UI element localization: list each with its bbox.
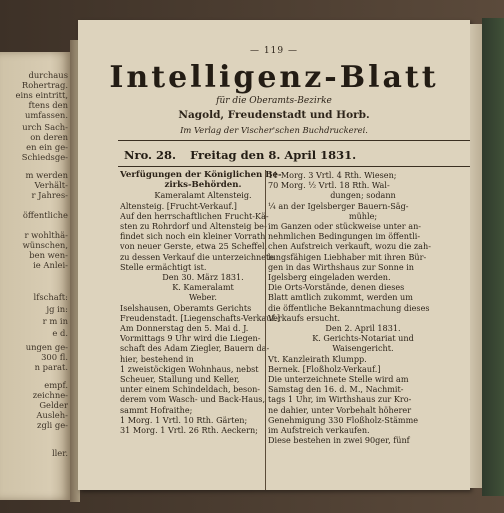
left-column-line: Scheuer, Stallung und Keller, (120, 374, 240, 385)
left-page-line: Ausleh- (36, 410, 68, 420)
left-column-line: Auf den herrschaftlichen Frucht-Kä- (120, 210, 269, 221)
right-column-line: dungen; sodann (330, 190, 396, 201)
right-column-line: Bernek. [Floßholz-Verkauf.] (268, 363, 381, 374)
right-column-line: tags 1 Uhr, im Wirthshaus zur Kro- (268, 394, 412, 405)
left-page-line: n parat. (34, 362, 68, 372)
left-page-line: empf. (44, 380, 68, 390)
left-page-line: durchaus (28, 70, 68, 80)
page-number: — 119 — (250, 46, 298, 56)
left-page-line: r wohlthä- (24, 230, 68, 240)
left-page-line: 300 fl. (41, 352, 68, 362)
issue-line (124, 148, 454, 162)
left-column-line: unter einem Schindeldach, beson- (120, 384, 261, 395)
left-column-line: K. Kameralamt (172, 282, 234, 293)
right-column-line: mühle; (348, 210, 378, 221)
left-column-line: Stelle ermächtigt ist. (120, 261, 207, 272)
issue-date: Freitag den 8. April 1831. (190, 148, 357, 162)
left-page-line: r m in (42, 316, 68, 326)
left-page-line: ungen ge- (25, 342, 68, 352)
left-page-line: wünschen, (22, 240, 68, 250)
left-column-line: derem vom Wasch- und Back-Haus, (120, 394, 266, 405)
left-page-line: ller. (51, 448, 68, 458)
left-page-line: e d. (52, 328, 68, 338)
left-column-line: 31 Morg. 1 Vrtl. 26 Rth. Aeckern; (120, 425, 258, 436)
left-column-line: Weber. (189, 292, 217, 303)
left-column-line: 1 zweistöckigen Wohnhaus, nebst (120, 363, 259, 374)
left-column-line: zu dessen Verkauf die unterzeichnete (120, 251, 275, 262)
left-page-line: öffentliche (22, 210, 68, 220)
book-cover (482, 18, 504, 496)
right-column-line: Diese bestehen in zwei 90ger, fünf (268, 435, 410, 446)
header-rule-bottom (118, 166, 470, 167)
right-column-line: Die unterzeichnete Stelle wird am (268, 374, 409, 385)
right-column-line: K. Gerichts-Notariat und (312, 333, 414, 344)
left-page-line: zgli ge- (37, 420, 68, 430)
right-column-line: Igelsberg eingeladen werden. (268, 272, 391, 283)
left-page-line: urch Sach- (22, 122, 68, 132)
right-column-line: Die Orts-Vorstände, denen dieses (268, 282, 405, 293)
right-column-line: die öffentliche Bekanntmachung dieses (268, 302, 430, 313)
left-column-line: Kameralamt Altensteig. (154, 190, 252, 201)
left-column-line: sammt Hofraithe; (120, 404, 193, 415)
left-page-line: Verhält- (34, 180, 68, 190)
left-column-line: zirks-Behörden. (164, 180, 242, 191)
left-page-line: eins eintritt, (15, 90, 68, 100)
right-column-line: im Ganzen oder stückweise unter an- (268, 221, 422, 232)
left-page-line: Schiedsge- (21, 152, 68, 162)
right-column-line: chen Aufstreich verkauft, wozu die zah- (268, 241, 431, 252)
left-page-line: m werden (25, 170, 68, 180)
column-divider (265, 170, 266, 490)
right-column-line: gen in das Wirthshaus zur Sonne in (268, 261, 415, 272)
right-column-line: Vt. Kanzleirath Klumpp. (268, 353, 367, 364)
masthead-subtitle-towns: Nagold, Freudenstadt und Horb. (178, 109, 370, 121)
left-page-line: ie Anlei- (33, 260, 68, 270)
right-column-line: Blatt amtlich zukommt, werden um (268, 292, 413, 303)
left-column-line: Am Donnerstag den 5. Mai d. J. (120, 323, 249, 334)
left-page-line: Rohertrag. (21, 80, 68, 90)
right-column-line: Verkaufs ersucht. (268, 312, 341, 323)
left-column-line: sten zu Rohrdorf und Altensteig be- (120, 221, 267, 232)
publisher-line: Im Verlag der Vischer'schen Buchdruckerei. (180, 125, 368, 135)
left-column-line: hier, bestehend in (120, 353, 194, 364)
right-column-line: im Aufstreich verkaufen. (268, 425, 370, 436)
right-column-line: Genehmigung 330 Floßholz-Stämme (268, 414, 419, 425)
header-rule-top (118, 140, 470, 141)
left-column-line: Vormittags 9 Uhr wird die Liegen- (120, 333, 261, 344)
left-column-line: 1 Morg. 1 Vrtl. 10 Rth. Gärten; (120, 414, 248, 425)
left-page-line: r Jahres- (31, 190, 68, 200)
left-page-line: lfschaft: (33, 292, 68, 302)
issue-number: Nro. 28. (124, 148, 177, 162)
left-page-line: on deren (30, 132, 68, 142)
right-column-line: Waisengericht. (332, 343, 394, 354)
right-column-line: ne dahier, unter Vorbehalt höherer (268, 404, 412, 415)
right-column-line: 11 Morg. 3 Vrtl. 4 Rth. Wiesen; (268, 170, 397, 180)
left-page-line: zeichne- (32, 390, 68, 400)
left-page-fragment (0, 52, 72, 500)
right-column-line: 70 Morg. ½ Vrtl. 18 Rth. Wal- (268, 180, 390, 191)
left-page-line: Gelder (39, 400, 68, 410)
right-column-line: Samstag den 16. d. M., Nachmit- (268, 384, 404, 395)
left-column-line: Den 30. März 1831. (162, 272, 244, 283)
right-column-line: ¼ an der Igelsberger Bauern-Säg- (268, 200, 409, 211)
left-column-line: findet sich noch ein kleiner Vorrath (120, 231, 266, 242)
left-column-line: Altensteig. [Frucht-Verkauf.] (120, 200, 237, 211)
column-left (120, 170, 286, 435)
left-column-line: Iselshausen, Oberamts Gerichts (120, 302, 252, 313)
newspaper-page (78, 20, 470, 490)
left-page-line: umfassen. (24, 110, 68, 120)
left-column-line: von neuer Gerste, etwa 25 Scheffel, (120, 241, 268, 252)
masthead-title: Intelligenz-Blatt (109, 60, 439, 95)
left-page-line: ben wen- (29, 250, 68, 260)
left-page-line: jg in: (46, 304, 68, 314)
left-page-line: en ein ge- (26, 142, 68, 152)
masthead-subtitle-districts: für die Oberamts-Bezirke (216, 96, 332, 106)
left-column-line: Verfügungen der Königlichen Be- (120, 170, 282, 180)
left-page-line: ftens den (28, 100, 68, 110)
left-column-line: schaft des Adam Ziegler, Bauern da- (120, 343, 270, 354)
right-column-line: lungsfähigen Liebhaber mit ihren Bür- (268, 251, 427, 262)
column-right (268, 170, 458, 445)
right-column-line: Den 2. April 1831. (325, 323, 401, 334)
right-column-line: nehmlichen Bedingungen im öffentli- (268, 231, 421, 242)
left-column-line: Freudenstadt. [Liegenschafts-Verkauf.] (120, 312, 280, 323)
